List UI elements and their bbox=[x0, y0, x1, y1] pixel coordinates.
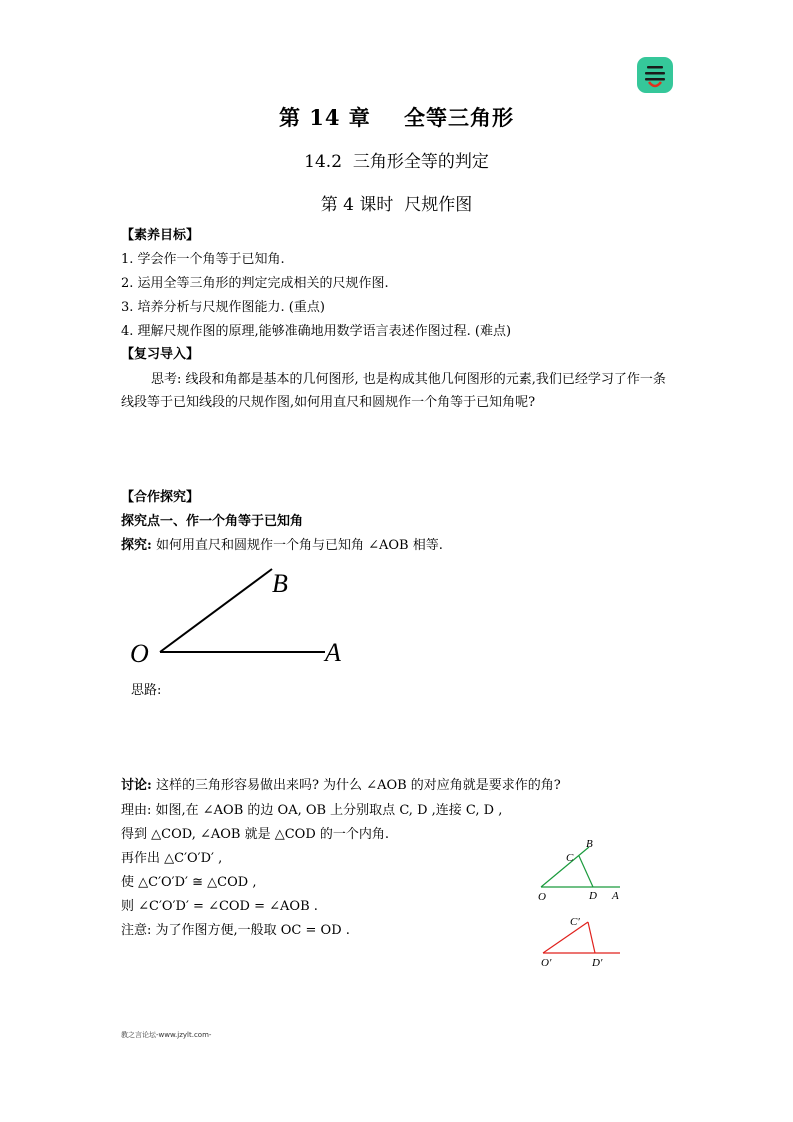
discussion-label: 讨论: bbox=[121, 778, 152, 793]
explore-point-title: 探究点一、作一个角等于已知角 bbox=[121, 514, 304, 529]
angle-aob-figure bbox=[120, 562, 360, 672]
label-a: A bbox=[325, 638, 341, 667]
objective-item: 2. 运用全等三角形的判定完成相关的尺规作图. bbox=[121, 276, 389, 291]
green-label-o: O bbox=[538, 891, 546, 903]
section-title: 14.2 三角形全等的判定 bbox=[304, 152, 489, 172]
speech-lines-icon bbox=[637, 57, 673, 93]
logo bbox=[637, 57, 673, 93]
reason-line: 得到 △COD, ∠AOB 就是 △COD 的一个内角. bbox=[121, 827, 390, 842]
red-label-c: C′ bbox=[570, 916, 580, 928]
reason-line: 注意: 为了作图方便,一般取 OC = OD . bbox=[121, 923, 350, 938]
thinking-label: 思路: bbox=[131, 683, 162, 698]
label-o: O bbox=[130, 639, 149, 668]
objective-item: 4. 理解尺规作图的原理,能够准确地用数学语言表述作图过程. (难点) bbox=[121, 324, 512, 339]
green-label-c: C bbox=[566, 852, 574, 864]
explore-heading: 【合作探究】 bbox=[121, 490, 200, 505]
red-segment-cd bbox=[588, 922, 595, 953]
question-text: 如何用直尺和圆规作一个角与已知角 ∠AOB 相等. bbox=[151, 538, 443, 553]
red-label-o: O′ bbox=[541, 957, 552, 969]
reason-line: 理由: 如图,在 ∠AOB 的边 OA, OB 上分别取点 C, D ,连接 C, D , bbox=[121, 803, 503, 818]
label-b: B bbox=[272, 569, 288, 598]
review-heading: 【复习导入】 bbox=[121, 347, 200, 362]
objective-item: 3. 培养分析与尺规作图能力. (重点) bbox=[121, 300, 325, 315]
reason-line: 再作出 △C′O′D′ , bbox=[121, 851, 223, 866]
green-label-a: A bbox=[612, 890, 619, 902]
objectives-heading: 【素养目标】 bbox=[121, 228, 200, 243]
green-ray-ob bbox=[541, 847, 589, 887]
green-label-b: B bbox=[586, 838, 593, 850]
question-label: 探究: bbox=[121, 538, 152, 553]
green-segment-cd bbox=[579, 856, 593, 887]
reason-line: 则 ∠C′O′D′ = ∠COD = ∠AOB . bbox=[121, 899, 318, 914]
objective-item: 1. 学会作一个角等于已知角. bbox=[121, 252, 285, 267]
red-ray-oc bbox=[543, 922, 588, 953]
explore-question bbox=[121, 536, 443, 556]
chapter-title: 第 14 章 全等三角形 bbox=[278, 105, 515, 130]
discussion-text: 这样的三角形容易做出来吗? 为什么 ∠AOB 的对应角就是要求作的角? bbox=[151, 778, 561, 793]
footer-text: 教之言论坛-www.jzylt.com- bbox=[121, 1031, 212, 1039]
reason-line: 使 △C′O′D′ ≅ △COD , bbox=[121, 875, 257, 890]
green-label-d: D bbox=[589, 890, 597, 902]
lesson-title: 第 4 课时 尺规作图 bbox=[320, 195, 473, 215]
discussion-question bbox=[121, 776, 561, 796]
red-triangle-figure bbox=[538, 908, 628, 973]
green-triangle-figure bbox=[533, 835, 628, 905]
ray-ob bbox=[160, 569, 272, 652]
review-paragraph: 思考: 线段和角都是基本的几何图形, 也是构成其他几何图形的元素,我们已经学习了作一条线段等于已知线段的尺规作图,如何用直尺和圆规作一个角等于已知角呢? bbox=[121, 372, 666, 410]
red-label-d: D′ bbox=[592, 957, 603, 969]
